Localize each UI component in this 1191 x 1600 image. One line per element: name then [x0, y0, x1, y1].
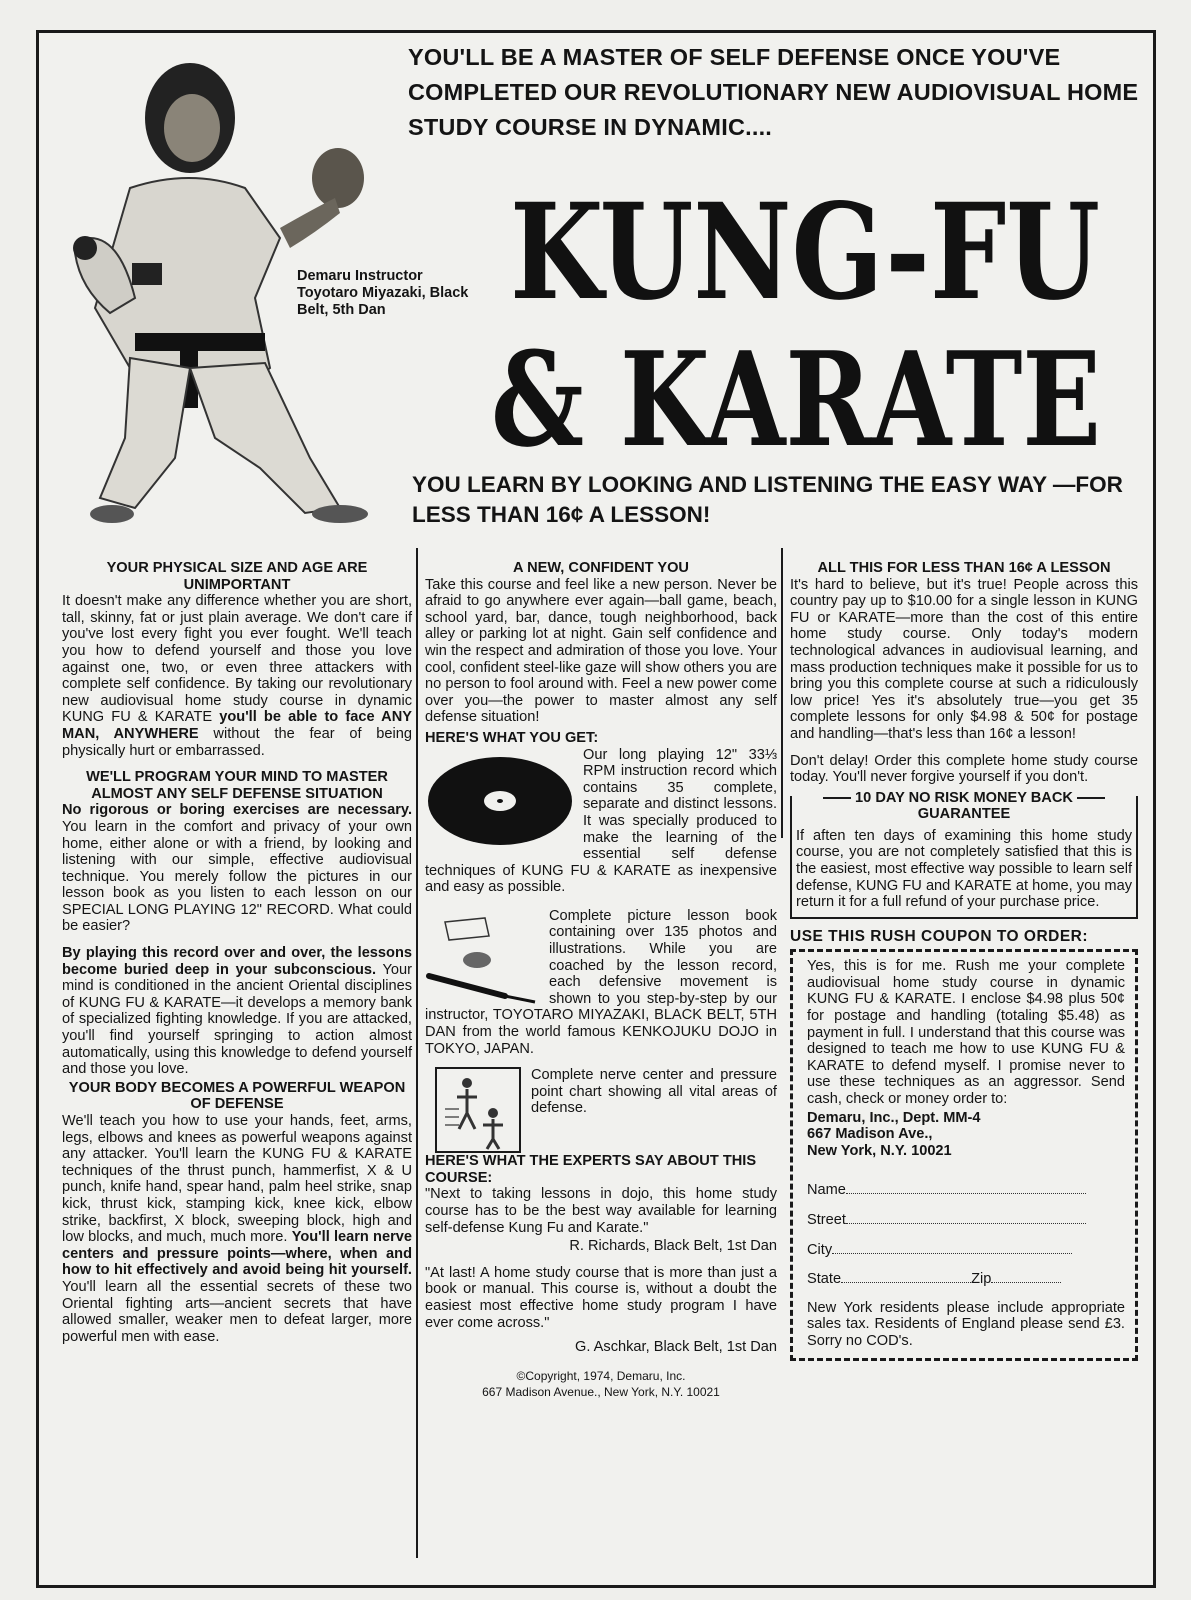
copyright: ©Copyright, 1974, Demaru, Inc. 667 Madison Avenue., New York, N.Y. 10021 [482, 1368, 720, 1399]
city-field[interactable]: City [807, 1241, 1125, 1259]
section-heading: ALL THIS FOR LESS THAN 16¢ A LESSON [817, 560, 1111, 576]
column-divider [781, 548, 783, 838]
record-icon [425, 749, 575, 849]
guarantee-title: 10 DAY NO RISK MONEY BACK GUARANTEE [796, 790, 1132, 822]
body-text: Our long playing 12" 33⅓ RPM instruction record which contains 35 complete, separate and distinct lessons. It was specially produced to make the learning of the essential self defense techniques of KUNG FU & KARATE as inexpensive and easy as possible. [425, 746, 777, 896]
section-heading: YOUR BODY BECOMES A POWERFUL WEAPON OF DEFENSE [68, 1079, 406, 1113]
section-heading: WE'LL PROGRAM YOUR MIND TO MASTER ALMOST ANY SELF DEFENSE SITUATION [86, 769, 388, 802]
name-field[interactable]: Name [807, 1181, 1125, 1199]
column-middle [425, 560, 777, 1400]
body-text: It doesn't make any difference whether you are short, tall, skinny, fat or just plain average. We don't care if you've lost every fight you ever fought. We'll teach you how to defend yourself and those you love against one, two, or even three attackers with complete self confidence. By taking our revolutionary new audiovisual home study course in dynamic KUNG FU & KARATE you'll be able to face ANY MAN, ANYWHERE without the fear of being physically hurt or embarrassed. [62, 593, 413, 759]
svg-text:KUNG-FU: KUNG-FU [510, 175, 1100, 330]
street-field[interactable]: Street [807, 1211, 1125, 1229]
body-text: It's hard to believe, but it's true! People across this country pay up to $10.00 for a single lesson in KUNG FU or KARATE—more than the cost of this entire home study course. Only today's modern technological advances in audiovisual learning, and mass production techniques make it possible for us to bring you this complete course at such a ridiculously low price! Yes it's absolutely true—you get 35 complete lessons for only $4.98 & 50¢ for postage and handling—that's less than 16¢ a lesson! [790, 576, 1138, 742]
column-left [62, 560, 412, 1347]
subheadline: YOU LEARN BY LOOKING AND LISTENING THE EASY WAY —FOR LESS THAN 16¢ A LESSON! [412, 472, 1123, 527]
state-zip-field[interactable]: State Zip [807, 1270, 1125, 1288]
order-address: Demaru, Inc., Dept. MM-4 667 Madison Ave., New York, N.Y. 10021 [807, 1109, 981, 1159]
quote-attribution: G. Aschkar, Black Belt, 1st Dan [575, 1339, 777, 1356]
coupon-title: USE THIS RUSH COUPON TO ORDER: [790, 927, 1089, 945]
body-text: By playing this record over and over, the lessons become buried deep in your subconscious. Your mind is conditioned in the ancient Oriental disciplines of KUNG FU & KARATE—it develops a memory bank of specialized fighting knowledge. If you are attacked, you'll find yourself springing to action almost automatically, using this knowledge to defend yourself and those you love. [62, 945, 412, 1078]
section-heading: A NEW, CONFIDENT YOU [513, 560, 689, 576]
body-text: We'll teach you how to use your hands, feet, arms, legs, elbows and knees as powerful weapons against any attacker. You'll learn the KUNG FU & KARATE techniques of the thrust punch, hammerfist, X & U punch, knife hand, spear hand, palm heel strike, snap kick, thrust kick, stamping kick, knee kick, elbow strike, backfirst, X block, sweeping block, high and low blocks, and much, much more. You'll learn nerve centers and pressure points—where, when and how to hit effectively and avoid being hit yourself. You'll learn all the essential secrets of these two Oriental fighting arts—ancient secrets that have allowed smaller, weaker men to defeat larger, more powerful men with ease. [62, 1113, 412, 1345]
quote-text: "Next to taking lessons in dojo, this home study course has to be the best way available for learning self-defense Kung Fu and Karate." [425, 1186, 777, 1236]
column-right [790, 560, 1138, 1361]
body-text: Don't delay! Order this complete home study course today. You'll never forgive yourself if you don't. [790, 752, 1138, 786]
body-text: Take this course and feel like a new person. Never be afraid to go anywhere ever again—ball game, beach, school yard, bar, dance, tough neighborhood, back alley or parking lot at night. Gain self confidence and win the respect and admiration of those you love. Your cool, confident steel-like gaze will show others you are no person to fool around with. Feel a new power come over you—the power to master almost any self defense situation! [425, 576, 777, 726]
body-text: Complete picture lesson book containing over 135 photos and illustrations. While you are coached by the lesson record, each defensive movement is shown to you step-by-step by our instructor, TOYOTARO MIYAZAKI, BLACK BELT, 5TH DAN from the world famous KENKOJUKU DOJO in TOKYO, JAPAN. [425, 907, 777, 1057]
photo-caption: Demaru Instructor Toyotaro Miyazaki, Black Belt, 5th Dan [297, 268, 469, 318]
order-coupon[interactable] [790, 949, 1138, 1360]
quote-attribution: R. Richards, Black Belt, 1st Dan [569, 1238, 777, 1255]
pressure-point-chart-icon [435, 1067, 521, 1153]
guarantee-text: If aften ten days of examining this home study course, you are not completely satisfied that this is the easiest, most effective way possible to learn self defense, KUNG FU and KARATE at home, you may return it for a full refund of your purchase price. [796, 827, 1132, 911]
body-text: Complete nerve center and pressure point chart showing all vital areas of defense. [425, 1067, 777, 1117]
quote-text: "At last! A home study course that is more than just a book or manual. This course is, without a doubt the easiest most effective home study program I have ever come across." [425, 1264, 777, 1331]
guarantee-box [790, 789, 1138, 919]
headline: YOU'LL BE A MASTER OF SELF DEFENSE ONCE YOU'VE COMPLETED OUR REVOLUTIONARY NEW AUDIOVISUAL HOME STUDY COURSE IN DYNAMIC.... [408, 44, 1139, 140]
title-karate [486, 320, 1106, 476]
column-divider [416, 548, 418, 1558]
svg-text:& KARATE: & KARATE [491, 323, 1101, 476]
section-heading: YOUR PHYSICAL SIZE AND AGE ARE UNIMPORTANT [106, 560, 368, 593]
body-text: No rigorous or boring exercises are necessary. You learn in the comfort and privacy of your own home, either alone or with a friend, by looking and listening with our simple, effective audiovisual technique. You merely follow the pictures in our lesson book as you listen to each lesson on our SPECIAL LONG PLAYING 12" RECORD. What could be easier? [62, 802, 412, 935]
section-heading: HERE'S WHAT THE EXPERTS SAY ABOUT THIS COURSE: [425, 1153, 757, 1186]
coupon-note: New York residents please include appropriate sales tax. Residents of England please send £3. Sorry no COD's. [807, 1299, 1125, 1349]
title-kung-fu [505, 170, 1105, 330]
lesson-book-icon [425, 914, 543, 1006]
coupon-text: Yes, this is for me. Rush me your complete audiovisual home study course in dynamic KUNG FU & KARATE. I enclose $4.98 plus 50¢ for postage and handling (totaling $5.48) as payment in full. I understand that this course was designed to teach me how to use KUNG FU & KARATE to defend myself. I promise never to use these techniques as an aggressor. Send cash, check or money order to: [807, 958, 1125, 1108]
section-heading: HERE'S WHAT YOU GET: [425, 729, 599, 746]
